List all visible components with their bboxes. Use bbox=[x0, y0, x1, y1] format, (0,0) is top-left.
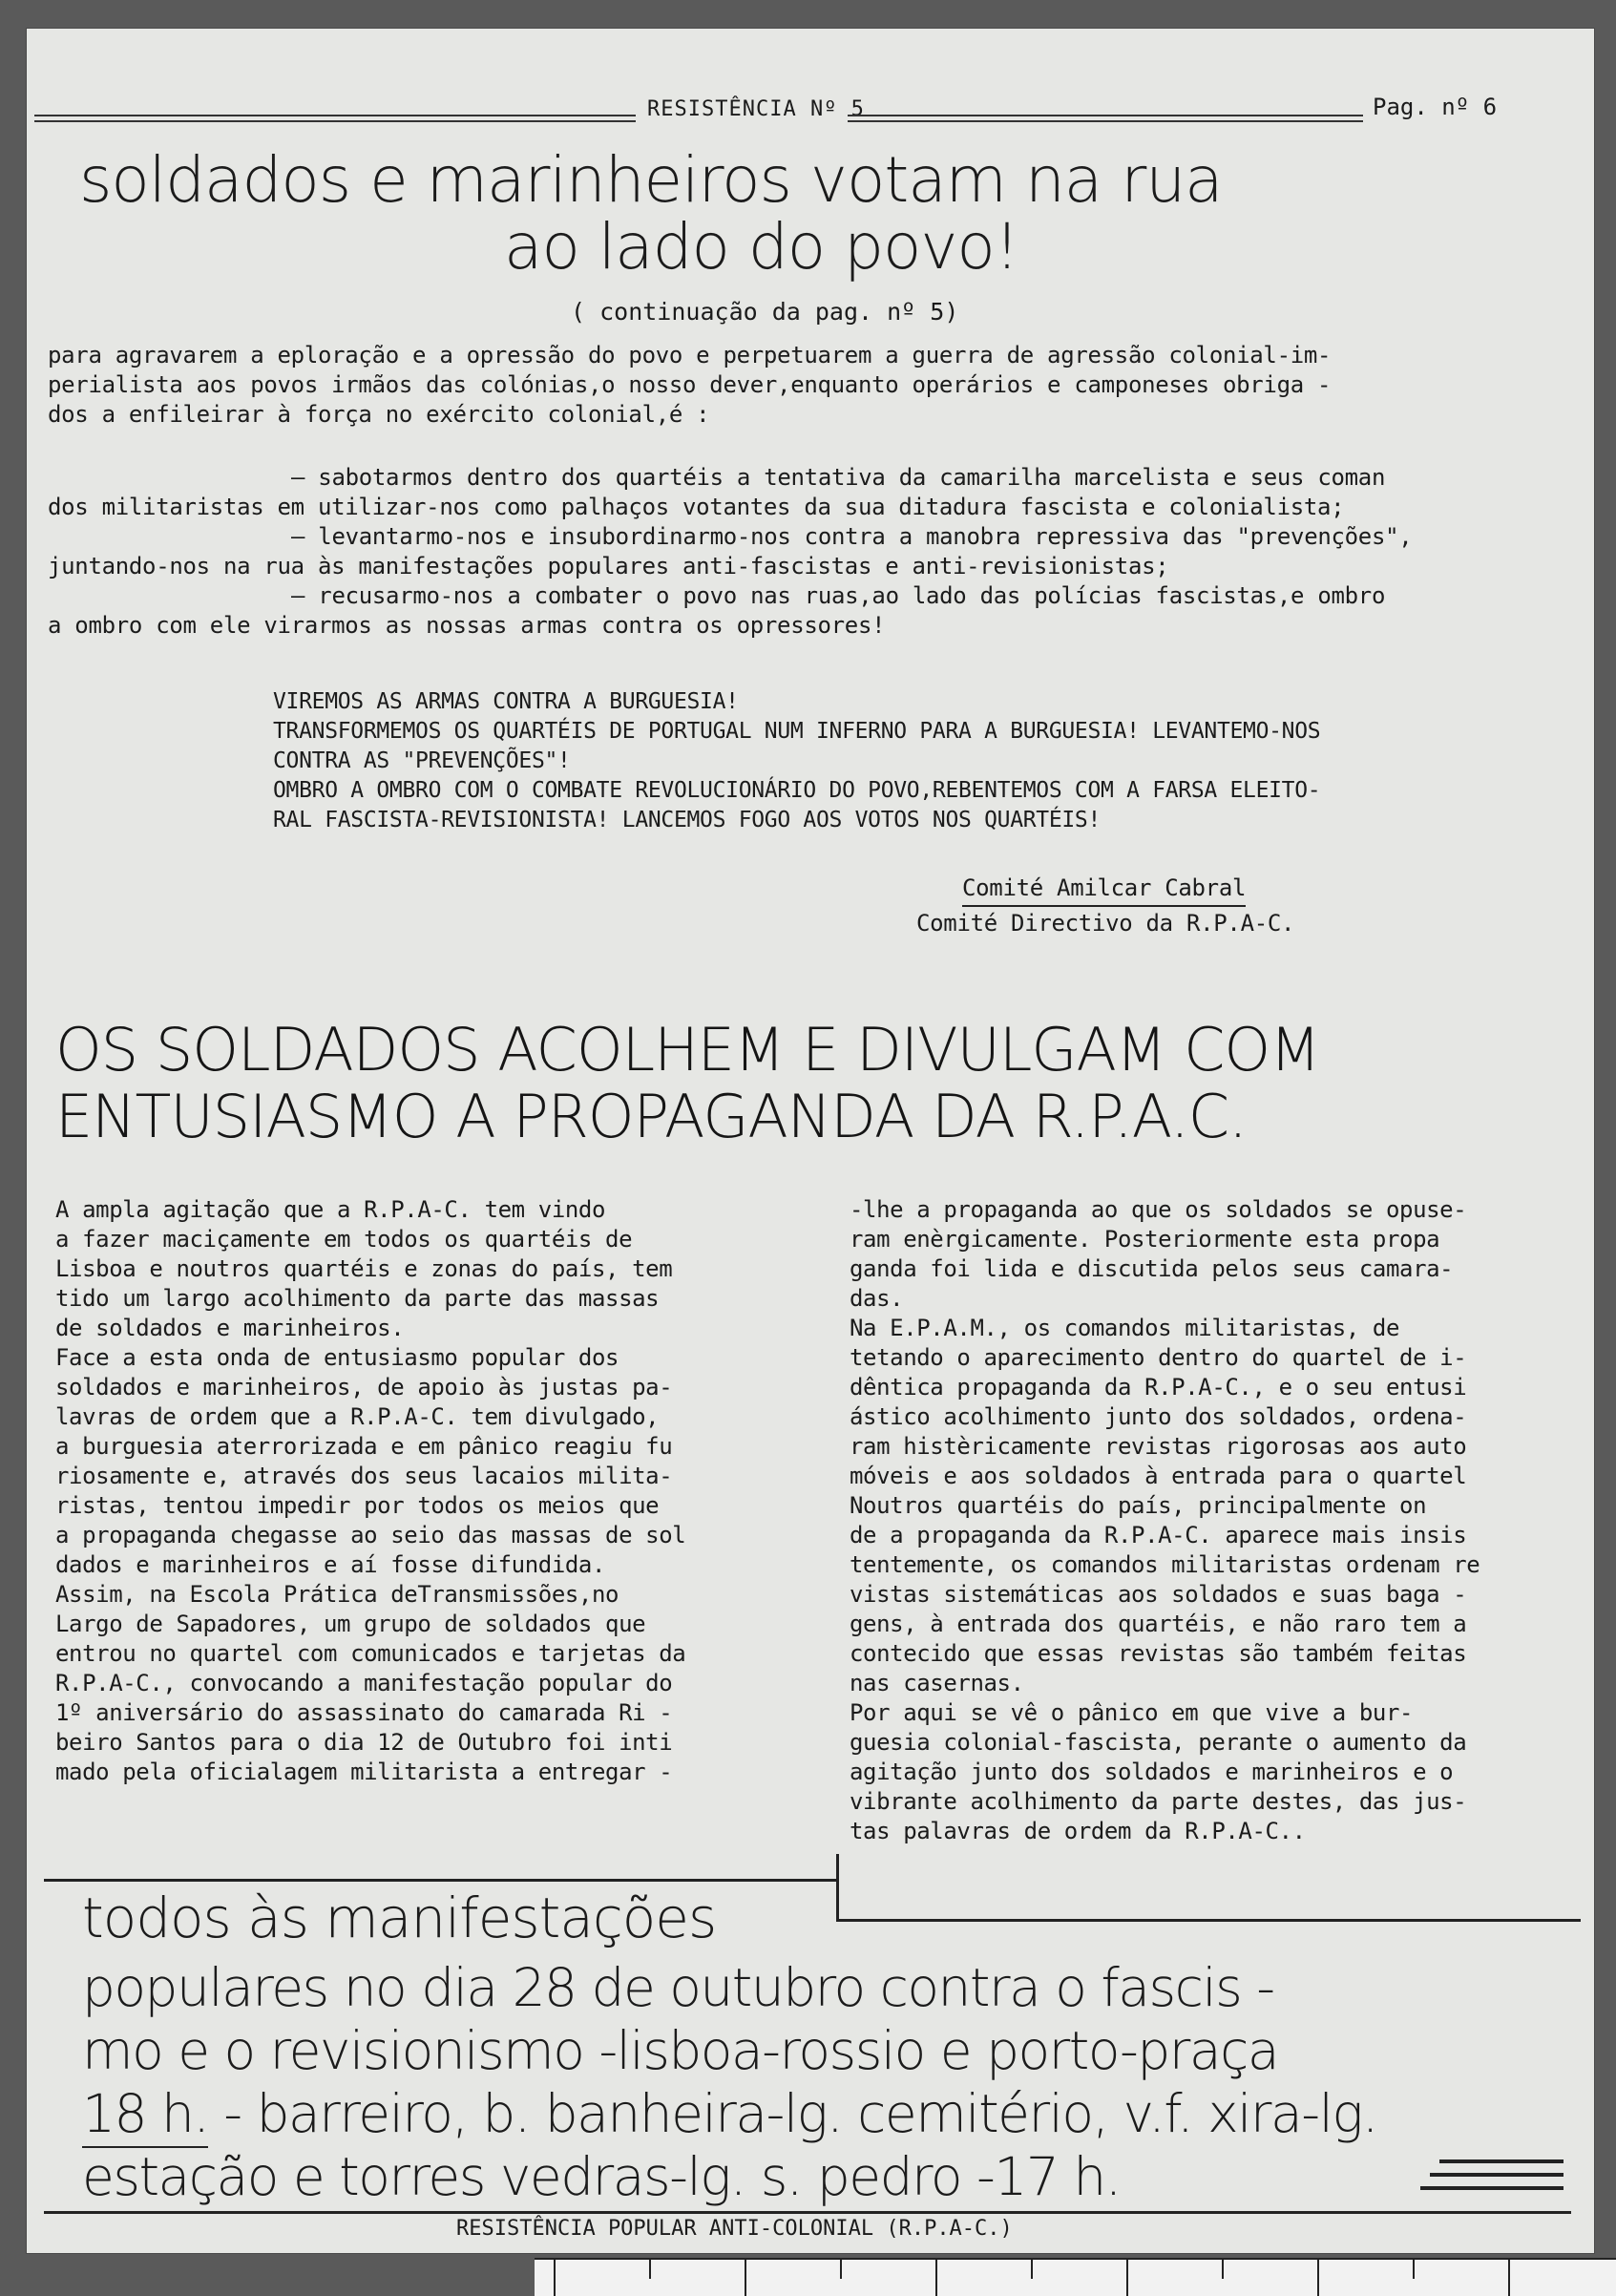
point-line: — levantarmo-nos e insubordinarmo-nos contra a manobra repressiva das "prevenções", bbox=[291, 523, 1413, 550]
right-col-line: ram enèrgicamente. Posteriormente esta propa bbox=[850, 1226, 1440, 1253]
article1-title-line2: ao lado do povo! bbox=[504, 210, 1019, 284]
callout-end-rule bbox=[1430, 2173, 1564, 2177]
left-col-line: Largo de Sapadores, um grupo de soldados que bbox=[55, 1611, 646, 1637]
left-col-line: a fazer maciçamente em todos os quartéis de bbox=[55, 1226, 633, 1253]
signature-line1: Comité Amilcar Cabral bbox=[962, 874, 1246, 907]
article1-intro bbox=[48, 341, 1331, 430]
callout-bottom-rule bbox=[44, 2211, 1571, 2214]
left-col-line: Assim, na Escola Prática deTransmissões,no bbox=[55, 1581, 619, 1608]
callout-end-rule bbox=[1439, 2159, 1564, 2163]
callout-line5: estação e torres vedras-lg. s. pedro -17 h. bbox=[82, 2146, 1121, 2207]
callout-frame-top-left bbox=[44, 1879, 836, 1882]
callout-line2: populares no dia 28 de outubro contra o fascis - bbox=[82, 1957, 1274, 2018]
page-number: Pag. nº 6 bbox=[1373, 94, 1498, 120]
right-col-line: Por aqui se vê o pânico em que vive a bur- bbox=[850, 1699, 1414, 1726]
callout-line1: todos às manifestações bbox=[82, 1885, 717, 1950]
article2-title-line2: ENTUSIASMO A PROPAGANDA DA R.P.A.C. bbox=[55, 1082, 1247, 1151]
left-col-line: de soldados e marinheiros. bbox=[55, 1315, 405, 1341]
left-col-line: dados e marinheiros e aí fosse difundida. bbox=[55, 1551, 606, 1578]
slogan-line: RAL FASCISTA-REVISIONISTA! LANCEMOS FOGO AOS VOTOS NOS QUARTÉIS! bbox=[273, 808, 1102, 832]
right-col-line: Na E.P.A.M., os comandos militaristas, de bbox=[850, 1315, 1400, 1341]
point-line: — recusarmo-nos a combater o povo nas ruas,ao lado das polícias fascistas,e ombro bbox=[291, 582, 1386, 609]
right-col-line: tentemente, os comandos militaristas ordenam re bbox=[850, 1551, 1480, 1578]
callout-line4 bbox=[82, 2083, 1377, 2148]
footer-text: RESISTÊNCIA POPULAR ANTI-COLONIAL (R.P.A-C.) bbox=[456, 2217, 1013, 2241]
slogan-line: TRANSFORMEMOS OS QUARTÉIS DE PORTUGAL NUM INFERNO PARA A BURGUESIA! LEVANTEMO-NOS bbox=[273, 719, 1321, 744]
right-col-line: tetando o aparecimento dentro do quartel de i- bbox=[850, 1344, 1467, 1371]
document-page bbox=[27, 29, 1594, 2253]
right-col-line: de a propaganda da R.P.A-C. aparece mais insis bbox=[850, 1522, 1467, 1548]
callout-end-rule bbox=[1420, 2186, 1564, 2190]
slogan-line: VIREMOS AS ARMAS CONTRA A BURGUESIA! bbox=[273, 689, 739, 714]
left-col-line: tido um largo acolhimento da parte das massas bbox=[55, 1285, 660, 1312]
article2-left-column bbox=[55, 1195, 685, 1787]
left-col-line: 1º aniversário do assassinato do camarada Ri - bbox=[55, 1699, 673, 1726]
article2-right-column bbox=[850, 1195, 1480, 1846]
right-col-line: nas casernas. bbox=[850, 1670, 1024, 1696]
intro-line: perialista aos povos irmãos das colónias,o nosso dever,enquanto operários e camponeses obriga - bbox=[48, 371, 1332, 398]
left-col-line: a propaganda chegasse ao seio das massas de sol bbox=[55, 1522, 686, 1548]
left-col-line: R.P.A-C., convocando a manifestação popular do bbox=[55, 1670, 673, 1696]
intro-line: dos a enfileirar à força no exército colonial,é : bbox=[48, 401, 710, 428]
left-col-line: riosamente e, através dos seus lacaios milita- bbox=[55, 1463, 673, 1489]
right-col-line: agitação junto dos soldados e marinheiros e o bbox=[850, 1759, 1454, 1785]
right-col-line: ganda foi lida e discutida pelos seus camara- bbox=[850, 1255, 1454, 1282]
point-line: a ombro com ele virarmos as nossas armas contra os opressores! bbox=[48, 612, 886, 639]
header-publication: RESISTÊNCIA Nº 5 bbox=[647, 97, 865, 121]
point-line: dos militaristas em utilizar-nos como palhaços votantes da sua ditadura fascista e colonialista; bbox=[48, 494, 1345, 520]
right-col-line: dêntica propaganda da R.P.A-C., e o seu entusi bbox=[850, 1374, 1467, 1401]
left-col-line: lavras de ordem que a R.P.A-C. tem divulgado, bbox=[55, 1403, 660, 1430]
article1-title-line1: soldados e marinheiros votam na rua bbox=[79, 143, 1223, 217]
article1-slogans bbox=[273, 687, 1320, 835]
right-col-line: vibrante acolhimento da parte destes, das jus- bbox=[850, 1788, 1467, 1815]
right-col-line: gens, à entrada dos quartéis, e não raro tem a bbox=[850, 1611, 1467, 1637]
header-rule-left bbox=[34, 115, 636, 122]
right-col-line: vistas sistemáticas aos soldados e suas baga - bbox=[850, 1581, 1467, 1608]
point-line: juntando-nos na rua às manifestações populares anti-fascistas e anti-revisionistas; bbox=[48, 553, 1169, 579]
signature-directive: Comité Directivo da R.P.A-C. bbox=[916, 910, 1295, 937]
callout-time: 18 h. bbox=[82, 2083, 208, 2148]
callout-frame-left bbox=[836, 1854, 839, 1921]
signature-committee bbox=[962, 874, 1246, 907]
left-col-line: Face a esta onda de entusiasmo popular dos bbox=[55, 1344, 619, 1371]
point-line: — sabotarmos dentro dos quartéis a tentativa da camarilha marcelista e seus coman bbox=[291, 464, 1386, 491]
header-rule-right bbox=[848, 115, 1363, 122]
callout-line3: mo e o revisionismo -lisboa-rossio e porto-praça bbox=[82, 2020, 1279, 2081]
left-col-line: A ampla agitação que a R.P.A-C. tem vindo bbox=[55, 1196, 606, 1223]
right-col-line: ástico acolhimento junto dos soldados, ordena- bbox=[850, 1403, 1467, 1430]
left-col-line: beiro Santos para o dia 12 de Outubro foi inti bbox=[55, 1729, 673, 1756]
article1-points bbox=[48, 463, 1412, 641]
intro-line: para agravarem a eploração e a opressão do povo e perpetuarem a guerra de agressão colonial-im- bbox=[48, 342, 1332, 369]
left-col-line: entrou no quartel com comunicados e tarjetas da bbox=[55, 1640, 686, 1667]
right-col-line: -lhe a propaganda ao que os soldados se opuse- bbox=[850, 1196, 1467, 1223]
right-col-line: móveis e aos soldados à entrada para o quartel bbox=[850, 1463, 1467, 1489]
callout-line4-rest: - barreiro, b. banheira-lg. cemitério, v.f. xira-lg. bbox=[208, 2083, 1377, 2144]
measuring-ruler bbox=[535, 2258, 1616, 2296]
right-col-line: das. bbox=[850, 1285, 904, 1312]
right-col-line: contecido que essas revistas são também feitas bbox=[850, 1640, 1467, 1667]
right-col-line: guesia colonial-fascista, perante o aumento da bbox=[850, 1729, 1467, 1756]
article2-title-line1: OS SOLDADOS ACOLHEM E DIVULGAM COM bbox=[55, 1015, 1320, 1085]
callout-frame-top bbox=[836, 1919, 1581, 1922]
left-col-line: soldados e marinheiros, de apoio às justas pa- bbox=[55, 1374, 673, 1401]
left-col-line: a burguesia aterrorizada e em pânico reagiu fu bbox=[55, 1433, 673, 1460]
left-col-line: Lisboa e noutros quartéis e zonas do país, tem bbox=[55, 1255, 673, 1282]
right-col-line: Noutros quartéis do país, principalmente on bbox=[850, 1492, 1427, 1519]
right-col-line: tas palavras de ordem da R.P.A-C.. bbox=[850, 1818, 1306, 1844]
right-col-line: ram histèricamente revistas rigorosas aos auto bbox=[850, 1433, 1467, 1460]
left-col-line: ristas, tentou impedir por todos os meios que bbox=[55, 1492, 660, 1519]
left-col-line: mado pela oficialagem militarista a entregar - bbox=[55, 1759, 673, 1785]
continuation-note: ( continuação da pag. nº 5) bbox=[571, 298, 959, 326]
slogan-line: OMBRO A OMBRO COM O COMBATE REVOLUCIONÁRIO DO POVO,REBENTEMOS COM A FARSA ELEITO- bbox=[273, 778, 1321, 803]
slogan-line: CONTRA AS "PREVENÇÕES"! bbox=[273, 748, 571, 773]
